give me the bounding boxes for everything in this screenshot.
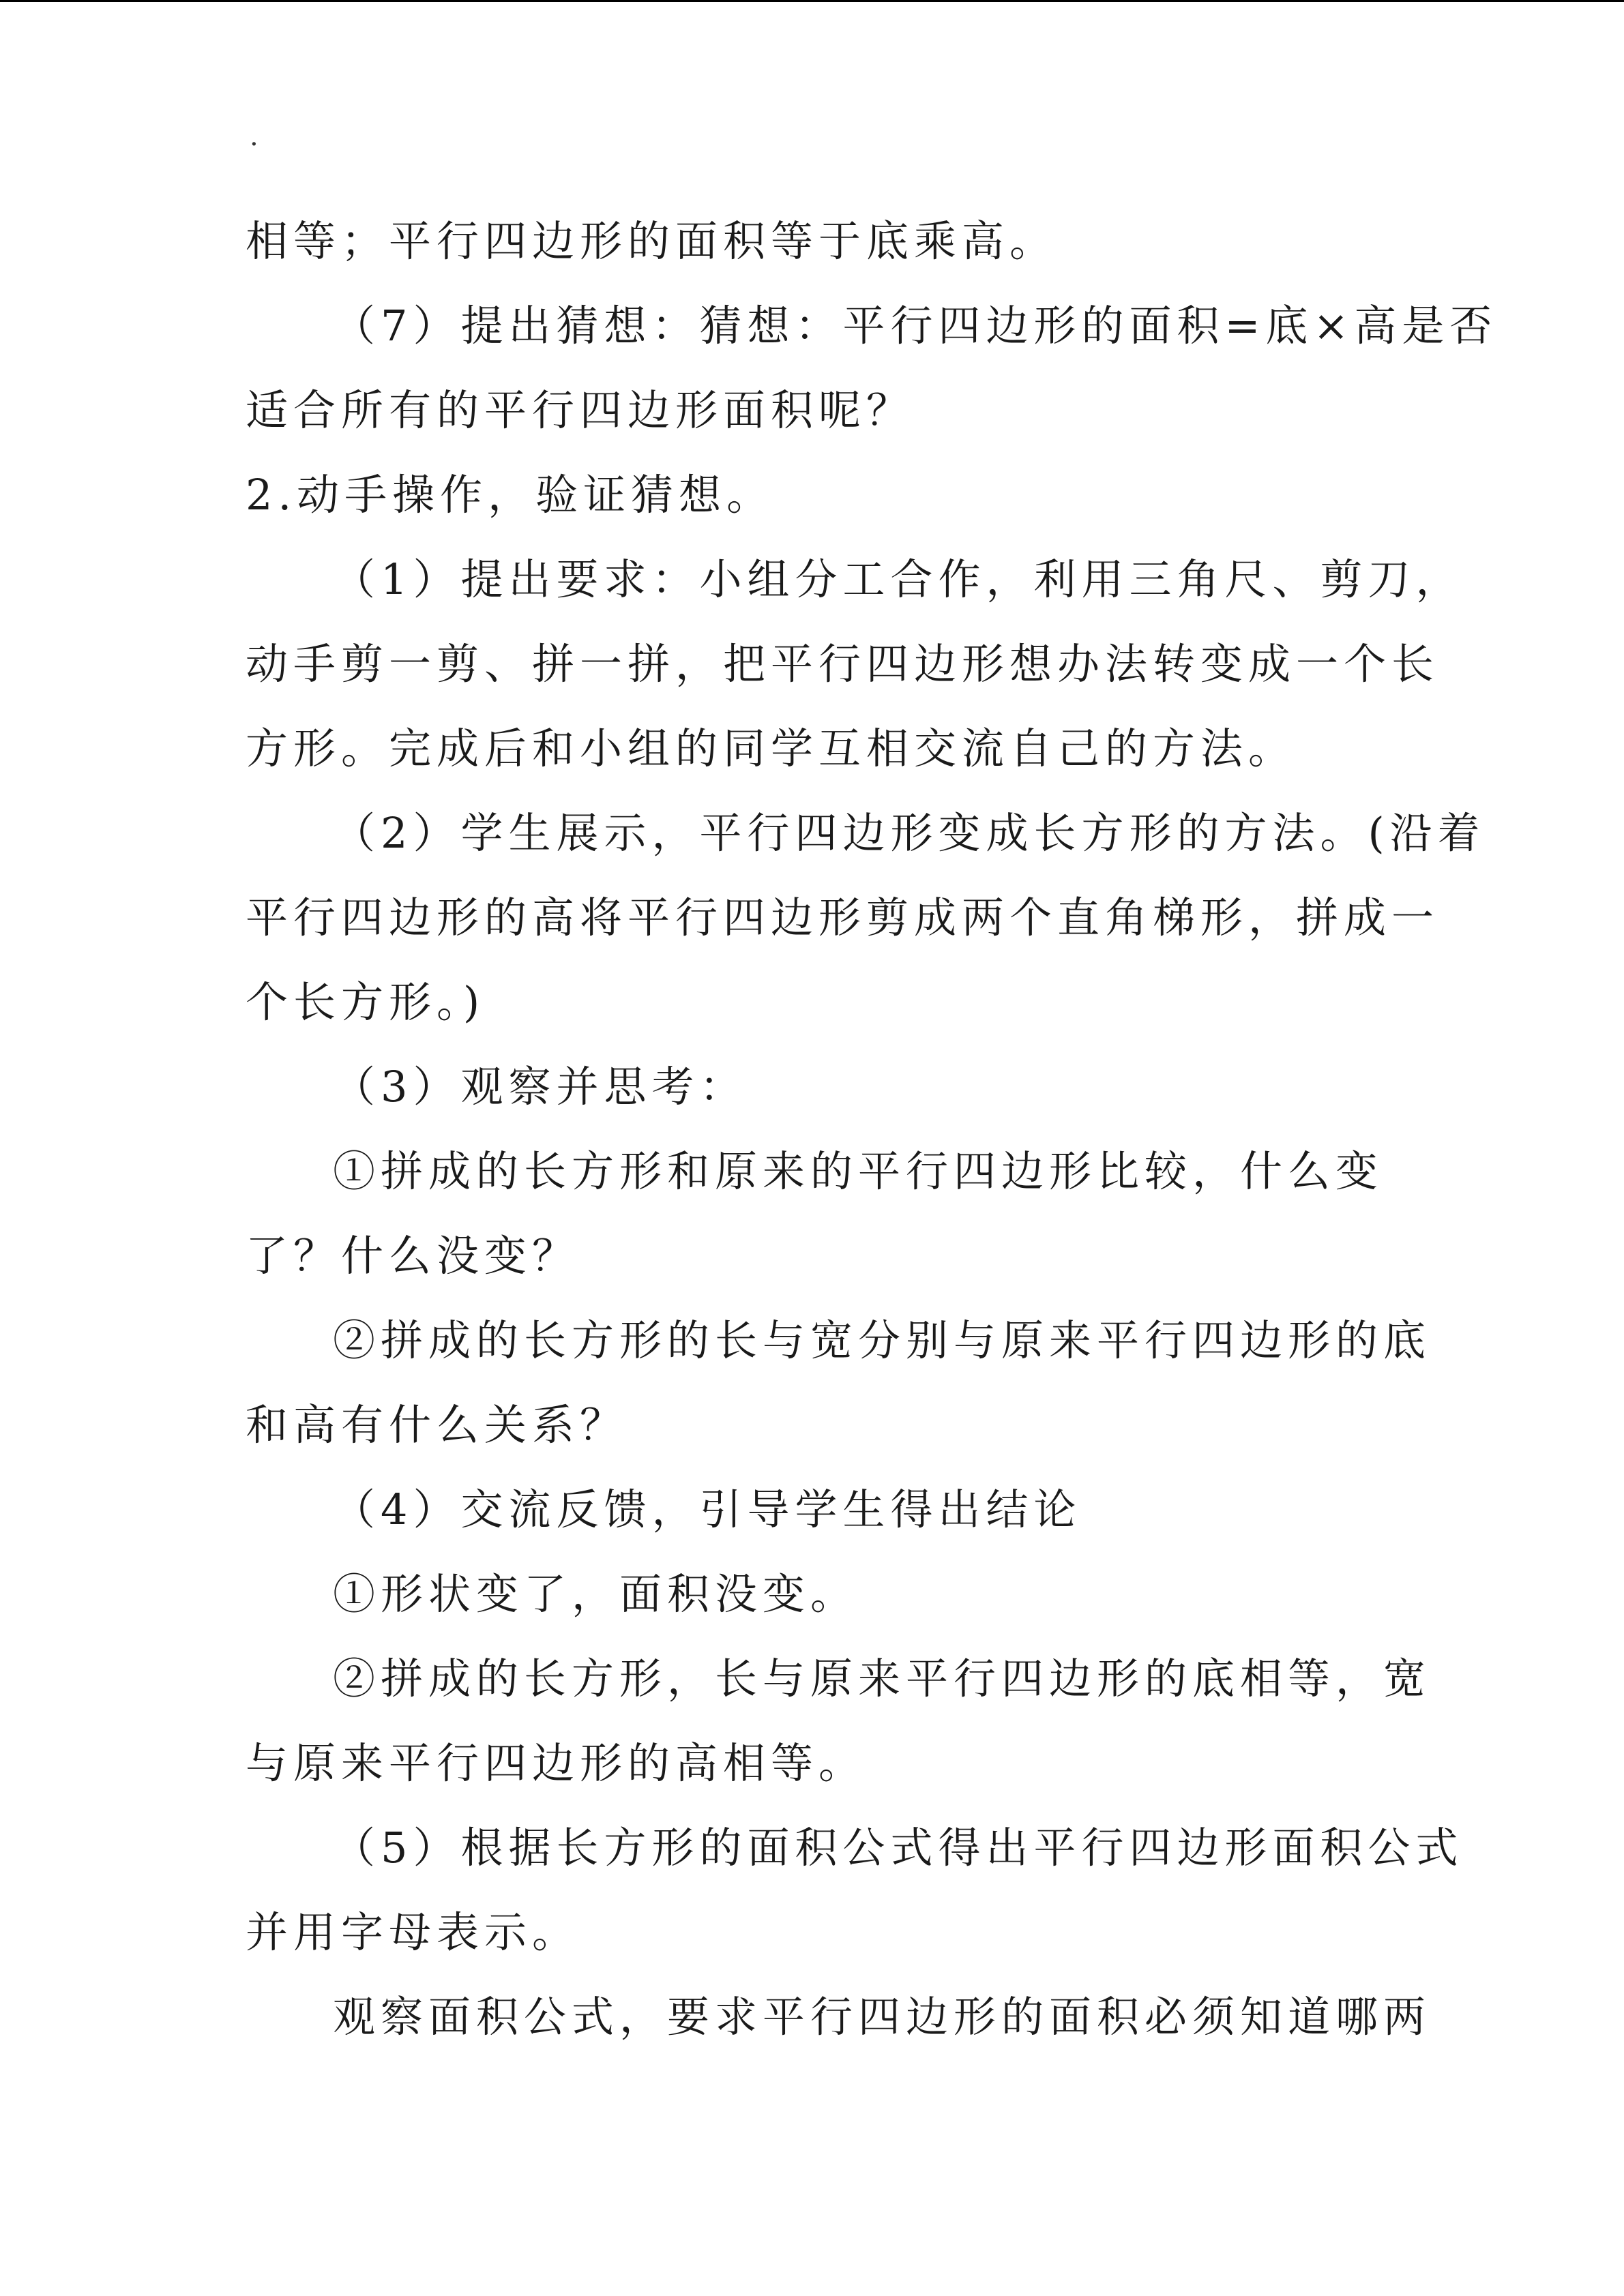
text-line-8: （2）学生展示，平行四边形变成长方形的方法。(沿着	[333, 808, 1486, 858]
text-line-16: （4）交流反馈，引导学生得出结论	[333, 1485, 1082, 1534]
text-line-5: （1）提出要求：小组分工合作，利用三角尺、剪刀，	[333, 554, 1464, 604]
text-line-13: 了？什么没变？	[246, 1231, 580, 1281]
text-line-3: 适合所有的平行四边形面积呢？	[246, 385, 915, 435]
text-line-17: ①形状变了，面积没变。	[333, 1569, 859, 1619]
text-line-10: 个长方形。)	[246, 977, 486, 1027]
text-line-6: 动手剪一剪、拼一拼，把平行四边形想办法转变成一个长	[246, 639, 1440, 689]
text-line-18: ②拼成的长方形，长与原来平行四边形的底相等，宽	[333, 1654, 1432, 1703]
header-dot: .	[250, 121, 259, 152]
text-line-14: ②拼成的长方形的长与宽分别与原来平行四边形的底	[333, 1315, 1432, 1365]
text-line-12: ①拼成的长方形和原来的平行四边形比较，什么变	[333, 1146, 1384, 1196]
text-line-9: 平行四边形的高将平行四边形剪成两个直角梯形，拼成一	[246, 893, 1440, 942]
text-line-20: （5）根据长方形的面积公式得出平行四边形面积公式	[333, 1823, 1464, 1873]
text-line-15: 和高有什么关系？	[246, 1400, 628, 1450]
text-line-19: 与原来平行四边形的高相等。	[246, 1738, 867, 1788]
text-line-1: 相等；平行四边形的面积等于底乘高。	[246, 216, 1058, 266]
text-line-7: 方形。完成后和小组的同学互相交流自己的方法。	[246, 724, 1297, 773]
text-line-11: （3）观察并思考：	[333, 1062, 748, 1112]
text-line-2: （7）提出猜想：猜想：平行四边形的面积=底×高是否	[333, 301, 1498, 351]
text-line-22: 观察面积公式，要求平行四边形的面积必须知道哪两	[333, 1992, 1432, 2042]
text-line-21: 并用字母表示。	[246, 1907, 580, 1957]
text-line-4: 2.动手操作，验证猜想。	[246, 470, 775, 520]
